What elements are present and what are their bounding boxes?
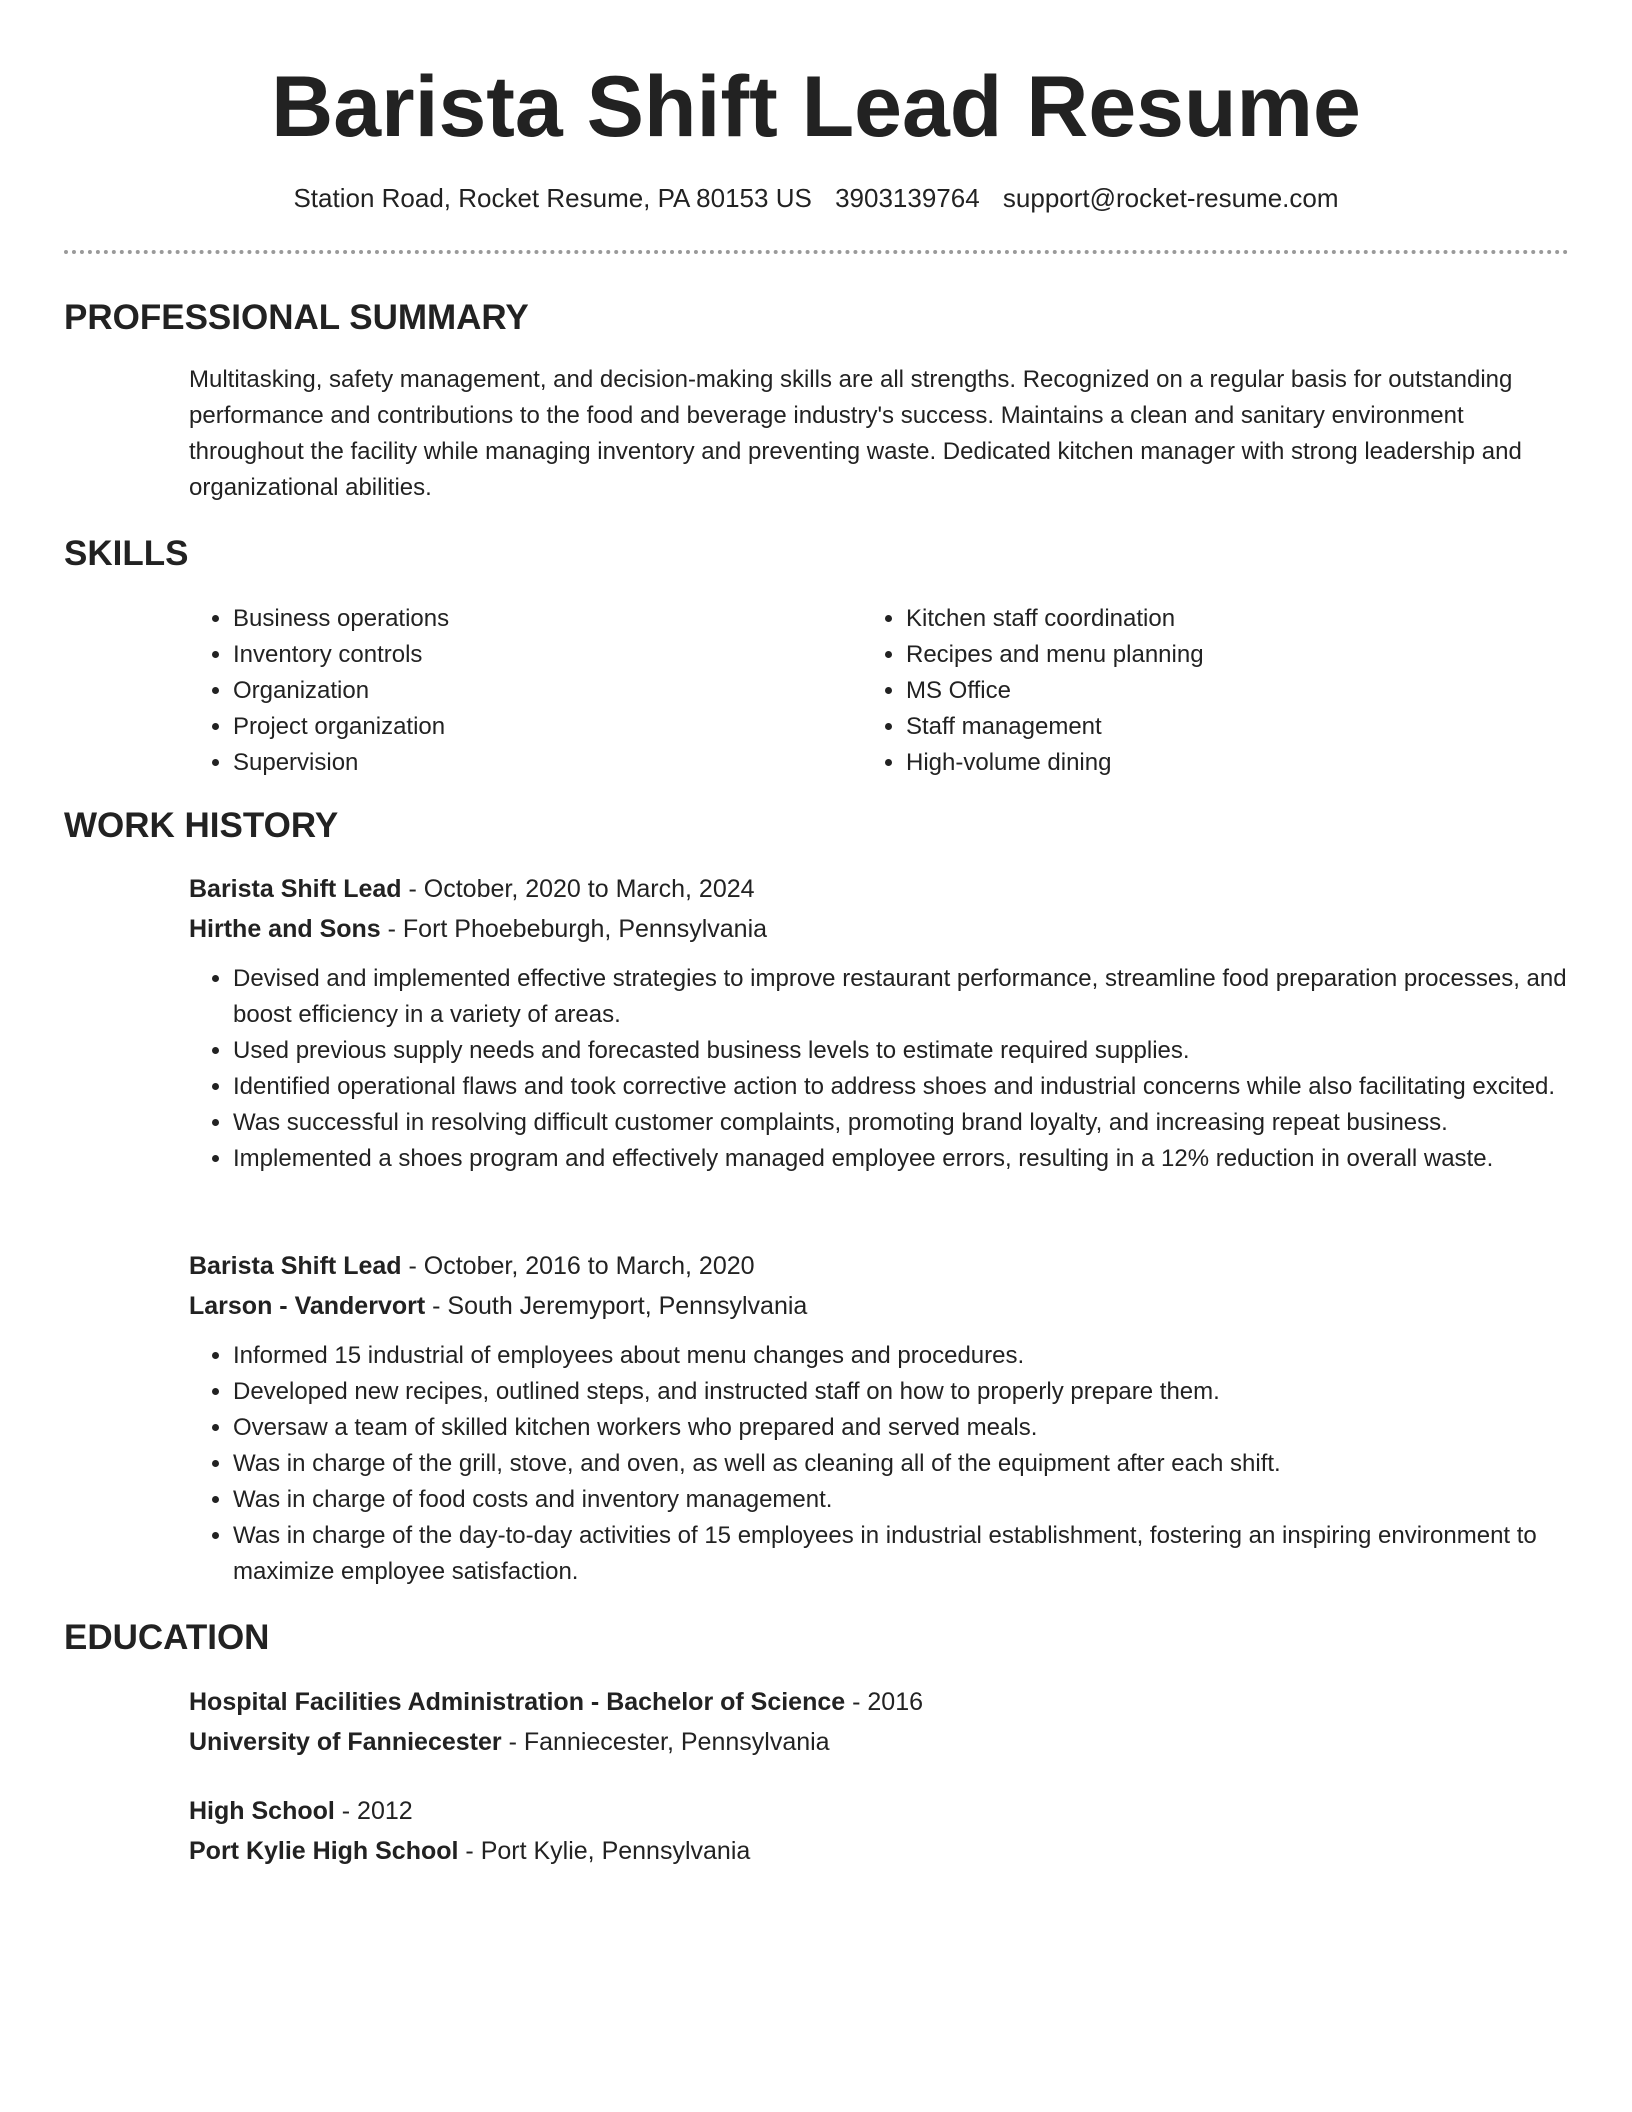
skill-item: • MS Office bbox=[906, 673, 1502, 709]
education-degree-line bbox=[189, 1791, 1569, 1831]
job-role: Barista Shift Lead bbox=[189, 875, 402, 903]
job-entry bbox=[189, 869, 1569, 1177]
job-dates: - October, 2020 to March, 2024 bbox=[401, 875, 755, 903]
education-location: - Fanniecester, Pennsylvania bbox=[501, 1728, 830, 1756]
job-bullet: • Was successful in resolving difficult customer complaints, promoting brand loyalty, and increasing repeat business. bbox=[233, 1105, 1569, 1141]
education-entry bbox=[189, 1791, 1569, 1871]
job-bullet: • Identified operational flaws and took corrective action to address shoes and industrial concerns while also facilitating excited. bbox=[233, 1069, 1569, 1105]
header-divider bbox=[64, 250, 1569, 254]
contact-address: Station Road, Rocket Resume, PA 80153 US bbox=[293, 183, 812, 213]
education-year: - 2016 bbox=[845, 1688, 924, 1716]
skill-item: • Recipes and menu planning bbox=[906, 637, 1502, 673]
skill-item: • Organization bbox=[233, 673, 829, 709]
skills-column-left bbox=[189, 601, 829, 781]
contact-email: support@rocket-resume.com bbox=[1002, 183, 1339, 213]
job-role: Barista Shift Lead bbox=[189, 1252, 402, 1280]
job-location: - South Jeremyport, Pennsylvania bbox=[425, 1292, 808, 1320]
job-bullet: • Oversaw a team of skilled kitchen workers who prepared and served meals. bbox=[233, 1410, 1569, 1446]
skill-item: • Staff management bbox=[906, 709, 1502, 745]
job-bullet: • Used previous supply needs and forecasted business levels to estimate required supplies. bbox=[233, 1033, 1569, 1069]
job-bullet: • Developed new recipes, outlined steps, and instructed staff on how to properly prepare them. bbox=[233, 1374, 1569, 1410]
job-bullet: • Was in charge of the day-to-day activities of 15 employees in industrial establishment, fostering an inspiring environment to maximize employee satisfaction. bbox=[233, 1518, 1569, 1590]
summary-heading: PROFESSIONAL SUMMARY bbox=[64, 298, 529, 337]
job-bullet: • Implemented a shoes program and effectively managed employee errors, resulting in a 12% reduction in overall waste. bbox=[233, 1141, 1569, 1177]
job-bullet: • Devised and implemented effective strategies to improve restaurant performance, streamline food preparation processes, and boost efficiency in a variety of areas. bbox=[233, 961, 1569, 1033]
skill-item: • Inventory controls bbox=[233, 637, 829, 673]
skill-item: • Supervision bbox=[233, 745, 829, 781]
education-entry bbox=[189, 1682, 1569, 1762]
job-title-line bbox=[189, 1246, 1569, 1286]
job-dates: - October, 2016 to March, 2020 bbox=[401, 1252, 755, 1280]
education-location: - Port Kylie, Pennsylvania bbox=[458, 1837, 751, 1865]
job-bullet: • Was in charge of food costs and inventory management. bbox=[233, 1482, 1569, 1518]
job-location: - Fort Phoebeburgh, Pennsylvania bbox=[380, 915, 768, 943]
skill-item: • High-volume dining bbox=[906, 745, 1502, 781]
education-degree: Hospital Facilities Administration - Bachelor of Science bbox=[189, 1688, 846, 1716]
job-bullets bbox=[189, 961, 1569, 1177]
job-company: Hirthe and Sons bbox=[189, 915, 381, 943]
work-heading: WORK HISTORY bbox=[64, 806, 339, 845]
job-bullet: • Informed 15 industrial of employees about menu changes and procedures. bbox=[233, 1338, 1569, 1374]
summary-text: Multitasking, safety management, and decision-making skills are all strengths. Recognized on a regular basis for outstanding performance and contributions to the food and beverage industry's success. Maintains a clean and sanitary environment throughout the facility while managing inventory and preventing waste. Dedicated kitchen manager with strong leadership and organizational abilities. bbox=[189, 366, 1522, 501]
education-school: University of Fanniecester bbox=[189, 1728, 502, 1756]
job-bullets bbox=[189, 1338, 1569, 1590]
job-company-line bbox=[189, 1286, 1569, 1326]
education-school-line bbox=[189, 1831, 1569, 1871]
education-degree: High School bbox=[189, 1797, 335, 1825]
contact-phone: 3903139764 bbox=[835, 183, 980, 213]
resume-title: Barista Shift Lead Resume bbox=[271, 59, 1361, 155]
education-school: Port Kylie High School bbox=[189, 1837, 459, 1865]
skills-column-right bbox=[862, 601, 1502, 781]
skill-item: • Kitchen staff coordination bbox=[906, 601, 1502, 637]
education-degree-line bbox=[189, 1682, 1569, 1722]
job-company: Larson - Vandervort bbox=[189, 1292, 426, 1320]
education-heading: EDUCATION bbox=[64, 1618, 270, 1657]
education-year: - 2012 bbox=[334, 1797, 413, 1825]
job-title-line bbox=[189, 869, 1569, 909]
contact-line bbox=[0, 180, 1632, 216]
skill-item: • Project organization bbox=[233, 709, 829, 745]
education-school-line bbox=[189, 1722, 1569, 1762]
skill-item: • Business operations bbox=[233, 601, 829, 637]
skills-heading: SKILLS bbox=[64, 534, 189, 573]
job-bullet: • Was in charge of the grill, stove, and oven, as well as cleaning all of the equipment after each shift. bbox=[233, 1446, 1569, 1482]
job-entry bbox=[189, 1246, 1569, 1590]
job-company-line bbox=[189, 909, 1569, 949]
